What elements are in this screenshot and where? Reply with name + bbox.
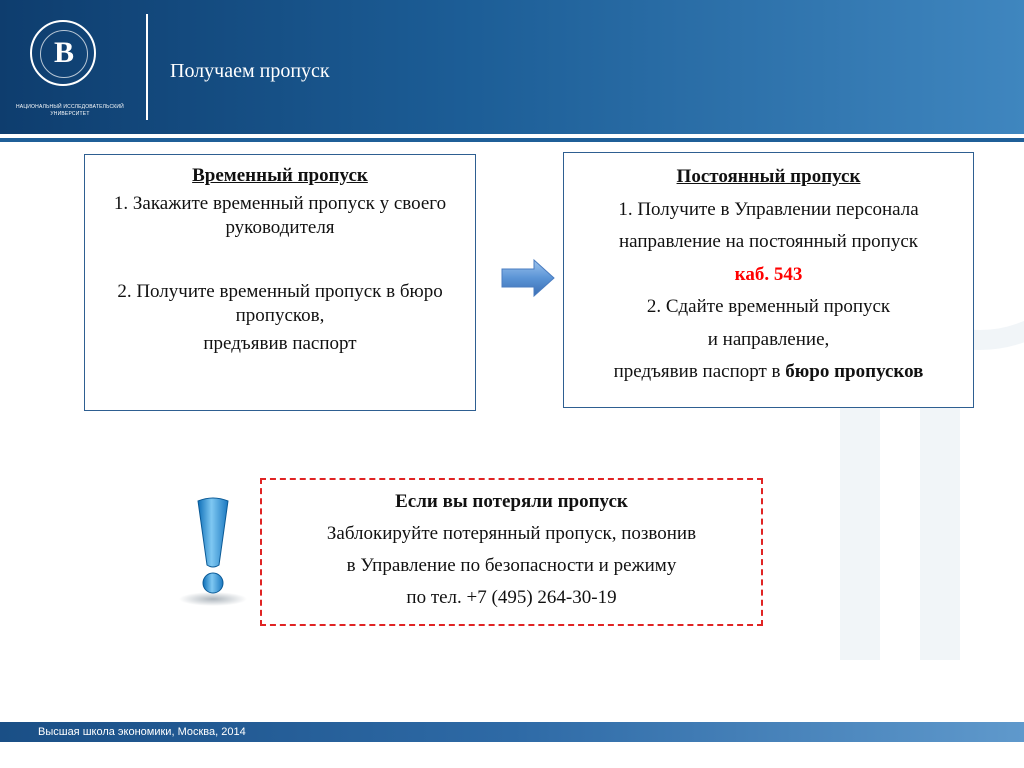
lost-pass-line1: Заблокируйте потерянный пропуск, позвонив (326, 523, 697, 544)
logo-letter: В (53, 36, 74, 69)
logo-caption (16, 104, 124, 118)
exclamation-icon (178, 495, 248, 610)
temporary-pass-heading: Временный пропуск (192, 165, 368, 186)
logo-caption-line2: УНИВЕРСИТЕТ (50, 111, 90, 117)
temporary-pass-box (84, 154, 476, 411)
permanent-pass-step2-line3-bold: бюро пропусков (785, 361, 924, 382)
footer-text: Высшая школа экономики, Москва, 2014 (38, 726, 246, 738)
arrow-right-icon (500, 258, 556, 298)
footer-bar (0, 722, 1024, 742)
permanent-pass-step2-line2: и направление, (707, 328, 830, 350)
header-divider (146, 14, 148, 120)
permanent-pass-step2-line3-prefix: предъявив паспорт в (613, 361, 781, 382)
permanent-pass-step2-line1: 2. Сдайте временный пропуск (646, 296, 891, 317)
permanent-pass-room: каб. 543 (734, 263, 803, 285)
permanent-pass-heading: Постоянный пропуск (676, 166, 861, 187)
lost-pass-line2: в Управление по безопасности и режиму (346, 555, 677, 576)
temporary-pass-step1: 1. Закажите временный пропуск у своего руководителя (113, 193, 447, 238)
page-title: Получаем пропуск (170, 60, 330, 82)
lost-pass-line3: по тел. +7 (495) 264-30-19 (406, 587, 617, 608)
permanent-pass-step1-line2: направление на постоянный пропуск (619, 231, 918, 252)
header-bar (0, 0, 1024, 134)
hse-logo (30, 20, 96, 86)
logo-inner-ring (40, 30, 88, 78)
temporary-pass-step2: 2. Получите временный пропуск в бюро пропусков, (117, 281, 443, 326)
header-stripe-blue (0, 138, 1024, 142)
lost-pass-box (260, 478, 763, 626)
permanent-pass-step1-line1: 1. Получите в Управлении персонала (618, 198, 919, 220)
permanent-pass-step2-line3 (564, 356, 973, 389)
temporary-pass-step2-cont: предъявив паспорт (203, 333, 357, 354)
logo-caption-line1: НАЦИОНАЛЬНЫЙ ИССЛЕДОВАТЕЛЬСКИЙ (16, 104, 124, 110)
lost-pass-heading: Если вы потеряли пропуск (395, 491, 628, 512)
permanent-pass-box (563, 152, 974, 408)
